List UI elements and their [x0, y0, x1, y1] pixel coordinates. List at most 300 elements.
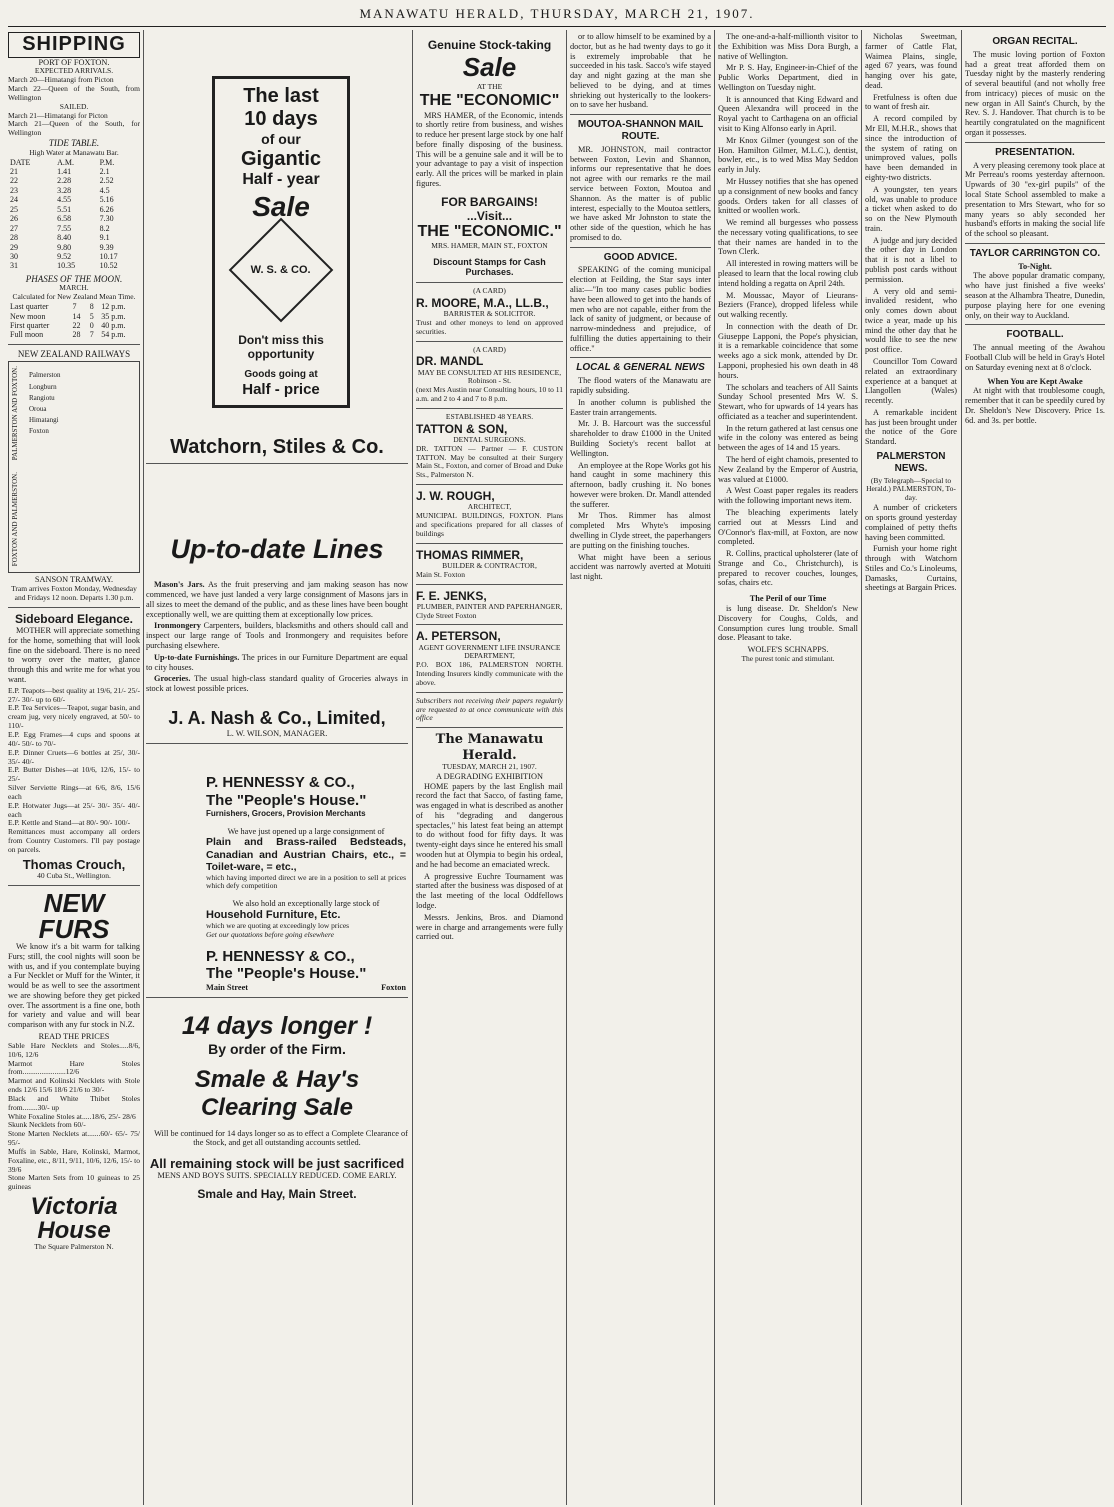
uptodate-item	[146, 580, 408, 619]
tide-row	[8, 195, 140, 204]
hennessy-address	[206, 983, 406, 993]
sideboard-body: MOTHER will appreciate something for the home, something that will look fine on the sideboard. There is no need to worry over the matter, glance through this and write me for what you want.	[8, 626, 140, 685]
hennessy-beds: Plain and Brass-railed Bedsteads, Canadian and Austrian Chairs, etc., = Toilet-ware, = etc.,	[206, 836, 406, 874]
professional-card	[416, 548, 563, 580]
professional-card	[416, 589, 563, 621]
card-role: PLUMBER, PAINTER AND PAPERHANGER,	[416, 601, 563, 611]
tramway-title: SANSON TRAMWAY.	[34, 575, 114, 585]
economic-head: Genuine Stock-taking	[427, 38, 552, 52]
card-name: F. E. JENKS,	[416, 588, 487, 603]
moutoa-title: MOUTOA-SHANNON MAIL ROUTE.	[577, 119, 704, 143]
sideboard-item: E.P. Tea Services—Teapot, sugar basin, and cream jug, very nicely engraved, at 50/- to 110/-	[8, 703, 140, 731]
furs-price: Skunk Necklets from 60/-	[8, 1120, 86, 1130]
herald-title: The Manawatu Herald.	[435, 732, 544, 763]
ad-line: Gigantic	[240, 147, 321, 170]
card-role: AGENT GOVERNMENT LIFE INSURANCE DEPARTMENT,	[418, 642, 561, 661]
card-label: (A CARD)	[473, 286, 506, 296]
news-para: A judge and jury decided the other day in London that it is not a libel to publish post cards without permission.	[865, 235, 957, 284]
professional-card	[416, 489, 563, 539]
local-news-para: Mr. J. B. Harcourt was the successful shareholder to draw £1000 in the United Building Society's recent ballot at Wellington.	[570, 419, 711, 458]
divider	[416, 282, 563, 283]
card-role: BUILDER & CONTRACTOR,	[442, 560, 537, 570]
column-3	[416, 32, 563, 1503]
tramway-text: Tram arrives Foxton Monday, Wednesday and Fridays 12 noon. Departs 1.30 p.m.	[11, 584, 137, 603]
divider	[416, 341, 563, 342]
ad-initials: W. S. & CO.	[251, 263, 311, 276]
tide-cell: 21	[10, 167, 18, 177]
card-name: TATTON & SON,	[416, 421, 508, 436]
station: Foxton	[29, 427, 49, 436]
awake-text: At night with that troublesome cough, remember that it can be speedily cured by Dr. Sheldon's New Discovery. Price 1s. 6d. and 3s. per bottle.	[965, 386, 1105, 425]
column-7	[965, 32, 1105, 1503]
moon-table	[8, 302, 140, 340]
economic-visit: ...Visit...	[466, 208, 513, 223]
divider	[965, 142, 1105, 143]
masthead-rule	[8, 26, 1106, 27]
hennessy-tag: The "People's House."	[206, 791, 367, 809]
ad-sale: Sale	[252, 190, 310, 222]
news-para: The bleaching experiments lately carried out at Messrs Lind and O'Connor's flax-mill, at Foxton, are now completed.	[718, 507, 858, 547]
tide-row	[8, 176, 140, 185]
ad-goods: Goods going at	[244, 369, 318, 381]
sideboard-item: E.P. Teapots—best quality at 19/6, 21/- 25/- 27/- 30/- up to 60/-	[8, 685, 140, 704]
tide-header-pm: P.M.	[99, 157, 115, 167]
shipping-expected-2: March 22—Queen of the South, from Wellington	[8, 84, 140, 102]
football-text: The annual meeting of the Awahou Football Club will be held in Gray's Hotel on Saturday evening next at 8 o'clock.	[965, 343, 1105, 372]
tide-cell: 8.2	[99, 223, 110, 233]
card-label: ESTABLISHED 48 YEARS.	[445, 411, 534, 421]
news-para: Mr P. S. Hay, Engineer-in-Chief of the Public Works Department, died in Wellington on Tuesday night.	[718, 63, 858, 92]
station: Palmerston	[29, 371, 61, 380]
sideboard-item: E.P. Dinner Cruets—6 bottles at 25/, 30/- 35/- 40/-	[8, 747, 140, 766]
sideboard-title: Sideboard Elegance.	[14, 611, 134, 626]
moon-cell: 40 p.m.	[101, 321, 126, 330]
nash-manager: L. W. WILSON, MANAGER.	[226, 729, 328, 739]
tide-cell: 6.26	[99, 204, 114, 214]
moon-cell: 0	[89, 321, 94, 330]
card-name: J. W. ROUGH,	[416, 489, 495, 504]
station: Oroua	[29, 405, 47, 414]
news-para: Mr Knox Gilmer (youngest son of the Hon. Hamilton Gilmer, M.L.C.), dentist, bowler, etc., is to wed Miss May Seddon early in July.	[718, 135, 858, 175]
tide-row	[8, 186, 140, 195]
news-para: Fretfulness is often due to want of fresh air.	[865, 92, 957, 112]
item-text: As the fruit preserving and jam making season has now commenced, we have just landed a very large consignment of Masons jars in all sizes to meet the demand of the public, and as these lines have been bought exceptionally well, we are quitting them at exceptionally low prices.	[146, 580, 408, 619]
economic-addr: MRS. HAMER, MAIN ST., FOXTON	[431, 240, 548, 250]
divider	[416, 692, 563, 693]
days14-all: All remaining stock will be just sacrificed	[149, 1156, 405, 1172]
tide-cell: 5.16	[99, 195, 114, 205]
local-news-para: An employee at the Rope Works got his hand caught in some machinery this afternoon, badly crushing it. No bones however were broken. Dr. Mandl attended the sufferer.	[570, 460, 711, 509]
sideboard-name: Thomas Crouch,	[22, 856, 126, 872]
card-role: MAY BE CONSULTED AT HIS RESIDENCE, Robinson - St.	[417, 367, 562, 386]
ad-line: Half - year	[242, 171, 320, 189]
tide-row	[8, 261, 140, 270]
news-para: The herd of eight chamois, presented to New Zealand by the Emperor of Austria, was valued at £1000.	[718, 455, 858, 484]
divider	[146, 463, 408, 464]
furs-price: Muffs in Sable, Hare, Kolinski, Marmot, Foxaline, etc., 8/11, 9/11, 10/6, 12/6, 15/- to 39/6	[8, 1146, 140, 1174]
item-head: Ironmongery	[154, 621, 201, 631]
days14-title: 14 days longer !	[181, 1011, 373, 1040]
tide-cell: 9.80	[57, 242, 72, 252]
card-label: (A CARD)	[473, 344, 506, 354]
news-para: The scholars and teachers of All Saints Sunday School presented Mrs W. S. Stewart, who for upwards of 14 years has officiated as a teacher and superintendent.	[718, 382, 858, 421]
divider	[416, 584, 563, 585]
card-text: (next Mrs Austin near Consulting hours, 10 to 11 a.m. and 2 to 4 and 7 to 8 p.m.	[416, 385, 563, 404]
tide-table	[8, 158, 140, 271]
professional-card	[416, 413, 563, 480]
card-text: P.O. BOX 186, PALMERSTON NORTH. Intending Insurers kindly communicate with the above.	[416, 660, 563, 687]
divider	[146, 997, 408, 998]
sideboard-item: E.P. Egg Frames—4 cups and spoons at 40/- 50/- to 70/-	[8, 730, 140, 748]
peril-title: The Peril of our Time	[749, 594, 827, 604]
herald-date: TUESDAY, MARCH 21, 1907.	[442, 761, 537, 771]
column-divider	[143, 30, 144, 1505]
column-divider	[714, 30, 715, 1505]
railway-stations	[29, 370, 61, 437]
card-text: MUNICIPAL BUILDINGS, FOXTON. Plans and specifications prepared for all classes of buildings	[416, 511, 563, 538]
card-name: DR. MANDL	[416, 354, 484, 369]
card-text: DR. TATTON — Partner — F. CUSTON TATTON. May be consulted at their Surgery Main St., Foxton, and corner of Broad and Duke Sts., Palmerston N.	[416, 443, 563, 480]
railway-timetable	[8, 361, 140, 573]
card-role: DENTAL SURGEONS.	[453, 434, 526, 444]
uptodate-item	[146, 621, 408, 650]
column-4	[570, 32, 711, 1503]
tide-cell: 31	[10, 261, 18, 271]
news-para: M. Moussac, Mayor of Lieurans-Beziers (France), dropped lifeless while out walking recently.	[718, 290, 858, 320]
herald-para: Messrs. Jenkins, Bros. and Diamond were in charge and arrangements were fully carried out.	[416, 912, 563, 942]
ws-diamond	[229, 218, 334, 323]
tide-cell: 7.30	[99, 214, 114, 224]
moon-cell: Full moon	[10, 330, 44, 340]
tide-cell: 10.52	[99, 261, 118, 271]
organ-title: ORGAN RECITAL.	[992, 36, 1078, 47]
tide-cell: 1.41	[57, 167, 72, 177]
tide-row	[8, 205, 140, 214]
good-advice-text: SPEAKING of the coming municipal election at Feilding, the Star says inter alia:—"In too many cases public bodies have been allowed to get into the hands of men who are not capable, either from the lack of sanity of judgment, or because of narrow-mindedness and prejudice, of fulfilling the duties appertaining to their office."	[570, 265, 711, 353]
news-para: A very old and semi-invalided resident, who only comes down about twice a year, made up his mind the other day that he would like to see the new post office.	[865, 286, 957, 355]
presentation-text: A very pleasing ceremony took place at Mr Perreau's rooms yesterday afternoon. Upwards of 30 "ex-girl pupils" of the local State School assembled to make a presentation to Mrs Stewart, who for so many years so ably seconded her husband's efforts in making the social life of the school so pleasant.	[965, 160, 1105, 239]
news-para: All interested in rowing matters will be pleased to learn that the local rowing club intend holding a regatta on April 24th.	[718, 259, 858, 288]
uptodate-title: Up-to-date Lines	[170, 534, 384, 565]
tide-cell: 22	[10, 176, 18, 186]
news-para: The one-and-a-half-millionth visitor to the Exhibition was Miss Dora Burgh, a native of Wellington.	[718, 32, 858, 61]
divider	[416, 408, 563, 409]
ad-halfprice: Half - price	[242, 381, 320, 399]
tide-header-am: A.M.	[57, 157, 75, 167]
divider	[965, 243, 1105, 244]
column-divider	[412, 30, 413, 1505]
economic-at: AT THE	[476, 81, 503, 91]
good-advice-title: GOOD ADVICE.	[603, 251, 678, 263]
news-para: We remind all burgesses who possess the necessary voting qualifications, to see that their names are handed in to the Town Clerk.	[718, 218, 858, 257]
furs-price: White Foxaline Stoles at.....18/6, 25/- 28/6	[8, 1111, 136, 1121]
shipping-sailed-2: March 21—Queen of the South, for Wellington	[8, 119, 140, 138]
furs-price: Marmot Hare Stoles from.......................12/6	[8, 1058, 140, 1077]
column-2	[146, 32, 408, 1503]
hennessy-name: P. HENNESSY & CO.,	[206, 773, 355, 791]
ad-line: 10 days	[244, 108, 318, 130]
taylor-title: TAYLOR CARRINGTON CO.	[969, 247, 1101, 259]
moon-cell: 54 p.m.	[101, 330, 126, 340]
subscribers-notice: Subscribers not receiving their papers regularly are requested to at once communicate with this office	[416, 695, 563, 723]
furnish-text: Furnish your home right through with Watchorn Stiles and Co.'s Linoleums, Damasks, Curtains, sheetings at Bargain Prices.	[865, 544, 957, 593]
furs-body: We know it's a bit warm for talking Furs; still, the cool nights will soon be with us, and if you contemplate buying a Fur Necklet or Muff for the Winter, it would be as well to see the assortment we are showing before they get picked over. The assortment is a fine one, both for variety and value and will bear comparison with any fur stock in N.Z.	[8, 942, 140, 1030]
news-para: A record compiled by Mr Ell, M.H.R., shows that since the introduction of the system of rating on unimproved values, polls have been demanded in eighty-two districts.	[865, 114, 957, 182]
item-head: Groceries.	[154, 674, 191, 684]
divider	[570, 357, 711, 358]
herald-para: A progressive Euchre Tournament was started after the business was disposed of at the last meeting of the local Oddfellows lodge.	[416, 871, 563, 910]
column-6	[865, 32, 957, 1503]
uptodate-items	[146, 580, 408, 694]
schnapps-sub: The purest tonic and stimulant.	[741, 653, 835, 663]
economic-stamps: Discount Stamps for Cash Purchases.	[433, 256, 546, 278]
taylor-sub: To-Night.	[1018, 261, 1052, 271]
presentation-title: PRESENTATION.	[995, 146, 1075, 158]
hennessy-hh-note: which we are quoting at exceedingly low prices	[206, 921, 350, 931]
tide-cell: 3.28	[57, 185, 72, 195]
days14-firm: Smale & Hay's	[194, 1065, 360, 1093]
sideboard-item: Silver Serviette Rings—at 6/6, 8/6, 15/6 each	[8, 783, 140, 801]
furs-address: The Square Palmerston N.	[34, 1242, 114, 1252]
hennessy-quote: Get our quotations before going elsewhere	[206, 929, 334, 939]
tide-row	[8, 243, 140, 252]
hennessy-household: Household Furniture, Etc.	[206, 909, 341, 922]
item-text: The usual high-class standard quality of Groceries always in stock at lowest possible prices.	[146, 674, 408, 694]
tide-row	[8, 252, 140, 261]
shipping-port: PORT OF FOXTON.	[38, 57, 110, 67]
tide-cell: 8.40	[57, 233, 72, 243]
divider	[570, 114, 711, 115]
station: Longburn	[29, 382, 57, 391]
card-text: Main St. Foxton	[416, 569, 465, 579]
tide-header-date: DATE	[10, 157, 31, 167]
sacco-continued: or to allow himself to be examined by a doctor, but as he had twenty days to go it is extremely improbable that he succeeded in his task. Sacco's wife stayed day and night gazing at the man she believed to be dying, and at times shrieking out hysterically to the lookers-on to save her husband.	[570, 32, 711, 110]
moon-cell: 7	[72, 302, 77, 312]
shipping-title: SHIPPING	[8, 32, 140, 58]
column-1	[8, 32, 140, 1503]
news-para: R. Collins, practical upholsterer (late of Strange and Co., Christchurch), is prepared to recover couches, lounges, sofas, chairs etc.	[718, 549, 858, 588]
shipping-sailed-1: March 21—Himatangi for Picton	[8, 110, 108, 120]
tide-cell: 9.52	[57, 251, 72, 261]
moon-note: Calculated for New Zealand Mean Time.	[12, 292, 136, 302]
moon-cell: Last quarter	[10, 302, 49, 312]
column-divider	[961, 30, 962, 1505]
days14-body: Will be continued for 14 days longer so as to effect a Complete Clearance of the Stock, and get all outstanding accounts settled.	[154, 1128, 408, 1148]
news-para: Mr Hussey notifies that she has opened up a consignment of new books and fancy goods. Orders taken for all classes of knitted or woollen work.	[718, 176, 858, 216]
moon-month: MARCH.	[59, 283, 89, 293]
divider	[416, 727, 563, 728]
station: Rangiotu	[29, 393, 55, 402]
ad-line: of our	[261, 131, 301, 147]
tide-header-row	[8, 158, 140, 167]
furs-prices-head: READ THE PRICES	[38, 1032, 110, 1042]
tide-cell: 4.5	[99, 185, 110, 195]
professional-card	[416, 629, 563, 687]
days14-sale: Clearing Sale	[200, 1094, 354, 1122]
moutoa-text: MR. JOHNSTON, mail contractor between Foxton, Levin and Shannon, informs our representative that he does not agree with our remarks re the mail service between Foxton, Moutoa and Shannon. As the matter is of public interest, especially to the Moutoa settlers, we have asked Mr Johnston to state the other side of the question, which he has promised to do.	[570, 144, 711, 242]
station: Himatangi	[29, 416, 59, 425]
tide-cell: 10.17	[99, 251, 118, 261]
herald-headline: A DEGRADING EXHIBITION	[436, 771, 543, 781]
tide-cell: 2.28	[57, 176, 72, 186]
economic-body: MRS HAMER, of the Economic, intends to shortly retire from business, and wishes to reduce her present large stock by one half before finally disposing of the business. This will be a genuine sale and it will be to your advantage to pay a visit of inspection early. All the prices will be marked in plain figures.	[416, 110, 563, 189]
shipping-sailed-head: SAILED.	[59, 101, 89, 111]
moon-row	[8, 330, 140, 339]
card-name: R. MOORE, M.A., LL.B.,	[416, 295, 549, 310]
tide-cell: 6.58	[57, 214, 72, 224]
furs-store-2: House	[37, 1217, 111, 1245]
tide-cell: 2.1	[99, 167, 110, 177]
item-text: Carpenters, builders, blacksmiths and others should call and inspect our large range of Tools and Ironmongery and requisites before purchasing elsewhere.	[146, 621, 408, 650]
sideboard-item: E.P. Kettle and Stand—at 80/- 90/- 100/-	[8, 818, 131, 828]
palmerston-text: A number of cricketers on sports ground yesterday complained of petty thefts having been committed.	[865, 503, 957, 542]
hennessy-street: Main Street	[206, 983, 249, 993]
peril-text: is lung disease. Dr. Sheldon's New Discovery for Coughs, Colds, and Consumption cures lung trouble. Small dose. Pleasant to take.	[718, 603, 858, 643]
hennessy-sub: Furnishers, Grocers, Provision Merchants	[206, 809, 366, 819]
days14-suits: MENS AND BOYS SUITS. SPECIALLY REDUCED. COME EARLY.	[157, 1171, 397, 1181]
economic-sale: Sale	[462, 52, 517, 83]
sideboard-item: E.P. Hotwater Jugs—at 25/- 30/- 35/- 40/- each	[8, 800, 140, 819]
tide-cell: 29	[10, 242, 18, 252]
uptodate-item	[146, 653, 408, 673]
hennessy-beds-note: which having imported direct we are in a position to sell at prices which defy competition	[206, 872, 406, 891]
hennessy-town: Foxton	[381, 983, 406, 993]
railway-section-1: PALMERSTON AND FOXTON.	[11, 366, 19, 461]
item-head: Up-to-date Furnishings.	[154, 652, 240, 662]
local-news-para: In another column is published the Easter train arrangements.	[570, 397, 711, 417]
local-news-para: The flood waters of the Manawatu are rapidly subsiding.	[570, 376, 711, 396]
moon-row	[8, 312, 140, 321]
local-news-para: Mr Thos. Rimmer has almost completed Mrs Whyte's imposing dwelling in Clyde street, the paperhangers are putting on the finishing touches.	[570, 511, 711, 550]
hennessy-intro: We have just opened up a large consignment of	[227, 826, 385, 836]
tide-cell: 9.39	[99, 242, 114, 252]
moon-cell: 14	[72, 311, 81, 321]
news-para: A youngster, ten years old, was unable to produce a ticket when asked to do so on the New Plymouth train.	[865, 184, 957, 233]
divider	[416, 624, 563, 625]
organ-text: The music loving portion of Foxton had a great treat afforded them on Tuesday night by the masterly rendering of several beautiful (and not wholly free from intricacy) pieces of music on the new organ in All Saint's Church, by the Rev. S. J. Handover. That church is to be heartily congratulated on the magnificent organ it possesses.	[965, 49, 1105, 138]
tide-row	[8, 214, 140, 223]
watchorn-firm: Watchorn, Stiles & Co.	[170, 435, 384, 458]
moon-cell: New moon	[10, 311, 46, 321]
furs-title-2: FURS	[38, 914, 110, 944]
masthead: MANAWATU HERALD, THURSDAY, MARCH 21, 1907.	[359, 6, 755, 21]
divider	[8, 885, 140, 886]
professional-card	[416, 346, 563, 404]
taylor-text: The above popular dramatic company, who have just finished a five weeks' season at the Alhambra Theatre, Dunedin, purpose playing here for one evening only, on their way to Auckland.	[965, 271, 1105, 320]
railway-section-2: FOXTON AND PALMERSTON.	[11, 472, 19, 567]
divider	[416, 543, 563, 544]
tide-row	[8, 233, 140, 242]
last-10-days-ad	[212, 76, 350, 408]
tide-cell: 10.35	[57, 261, 76, 271]
item-text: The prices in our Furniture Department are equal to city houses.	[146, 652, 408, 672]
herald-para: HOME papers by the last English mail record the fact that Sacco, of fasting fame, was engaged in what is described as another of his "degrading and dangerous spectacles," his latest feat being an attempt to do without food for fifty days. It was twenty-eight days since he entered his small wooden hut at Olympia to begin his ordeal, and he had become an emaciated wreck.	[416, 781, 563, 869]
days14-order: By order of the Firm.	[208, 1041, 346, 1058]
moon-cell: First quarter	[10, 321, 50, 330]
column-divider	[566, 30, 567, 1505]
card-role: BARRISTER & SOLICITOR.	[443, 309, 536, 319]
tide-subtitle: High Water at Manawatu Bar.	[29, 147, 119, 157]
furs-price: Stone Marten Necklets at.......60/- 65/- 75/ 95/-	[8, 1129, 140, 1148]
news-para: In connection with the death of Dr. Giuseppe Lapponi, the Pope's physician, it is a remarkable coincidence that some weeks ago a sick monk, attended by Dr. Lapponi, prophesied his own death in 48 hours.	[718, 321, 858, 380]
schnapps: WOLFE'S SCHNAPPS.	[747, 645, 829, 655]
moon-cell: 35 p.m.	[101, 311, 126, 321]
card-name: A. PETERSON,	[416, 629, 501, 644]
column-5	[718, 32, 858, 1503]
football-title: FOOTBALL.	[1006, 329, 1064, 341]
local-news-title: LOCAL & GENERAL NEWS	[576, 362, 705, 374]
tide-cell: 4.55	[57, 195, 72, 205]
divider	[570, 247, 711, 248]
local-news-para: What might have been a serious accident was narrowly averted at Motuiti last night.	[570, 552, 711, 582]
days14-sign: Smale and Hay, Main Street.	[197, 1187, 357, 1202]
news-para: A remarkable incident has just been brought under the notice of the Gore Standard.	[865, 407, 957, 447]
tide-cell: 27	[10, 223, 18, 233]
item-head: Mason's Jars.	[154, 580, 205, 590]
moon-cell: 5	[89, 311, 94, 321]
tide-cell: 2.52	[99, 176, 114, 186]
tide-title: TIDE TABLE.	[48, 138, 100, 149]
furs-title-1: NEW	[43, 888, 105, 918]
palmerston-sub: (By Telegraph—Special to Herald.) PALMERSTON, To-day.	[866, 475, 956, 503]
tide-row	[8, 167, 140, 176]
divider	[8, 344, 140, 345]
news-para: A West Coast paper regales its readers with the following important news item.	[718, 486, 858, 506]
divider	[416, 484, 563, 485]
hennessy-name-2: P. HENNESSY & CO.,	[206, 947, 355, 965]
tide-cell: 7.55	[57, 223, 72, 233]
palmerston-title: PALMERSTON NEWS.	[876, 451, 946, 474]
nash-firm: J. A. Nash & Co., Limited,	[168, 707, 386, 728]
furs-store-1: Victoria	[30, 1193, 118, 1221]
divider	[965, 324, 1105, 325]
column-divider	[861, 30, 862, 1505]
moon-cell: 22	[72, 321, 81, 330]
moon-row	[8, 321, 140, 330]
furs-price: Stone Marten Sets from 10 guineas to 25 guineas	[8, 1173, 140, 1192]
tide-cell: 24	[10, 195, 18, 205]
moon-cell: 8	[89, 302, 94, 312]
professional-card	[416, 287, 563, 337]
economic-name-2: THE "ECONOMIC."	[417, 223, 562, 241]
hennessy-ad	[206, 774, 406, 993]
uptodate-item	[146, 674, 408, 694]
news-para: It is announced that King Edward and Queen Alexandra will proceed in the Royal yacht to Carthagena on an official visit to King Alfonso early in April.	[718, 94, 858, 134]
railways-title: NEW ZEALAND RAILWAYS	[17, 348, 131, 359]
sideboard-footer: Remittances must accompany all orders from Country Customers. I'll pay postage on parcels.	[8, 827, 140, 854]
moon-cell: 12 p.m.	[101, 302, 126, 312]
moon-title: PHASES OF THE MOON.	[25, 273, 123, 284]
moon-row	[8, 302, 140, 311]
tide-row	[8, 224, 140, 233]
furs-price: Black and White Thibet Stoles from........30/- up	[8, 1093, 140, 1112]
card-text: Trust and other moneys to lend on approved securities.	[416, 317, 563, 336]
tide-cell: 26	[10, 214, 18, 224]
shipping-expected-1: March 20—Himatangi from Picton	[8, 75, 114, 85]
tide-cell: 5.51	[57, 204, 72, 214]
card-name: THOMAS RIMMER,	[416, 547, 524, 562]
divider	[146, 743, 408, 744]
tide-cell: 28	[10, 233, 18, 243]
awake-title: When You are Kept Awake	[987, 376, 1083, 386]
furs-price: Marmot and Kolinski Necklets with Stole ends 12/6 15/6 18/6 21/6 to 30/-	[8, 1076, 140, 1095]
moon-cell: 28	[72, 330, 81, 340]
tide-cell: 30	[10, 251, 18, 261]
tide-cell: 25	[10, 204, 18, 214]
card-text: Clyde Street Foxton	[416, 610, 477, 620]
divider	[8, 607, 140, 608]
sideboard-address: 40 Cuba St., Wellington.	[37, 871, 111, 881]
